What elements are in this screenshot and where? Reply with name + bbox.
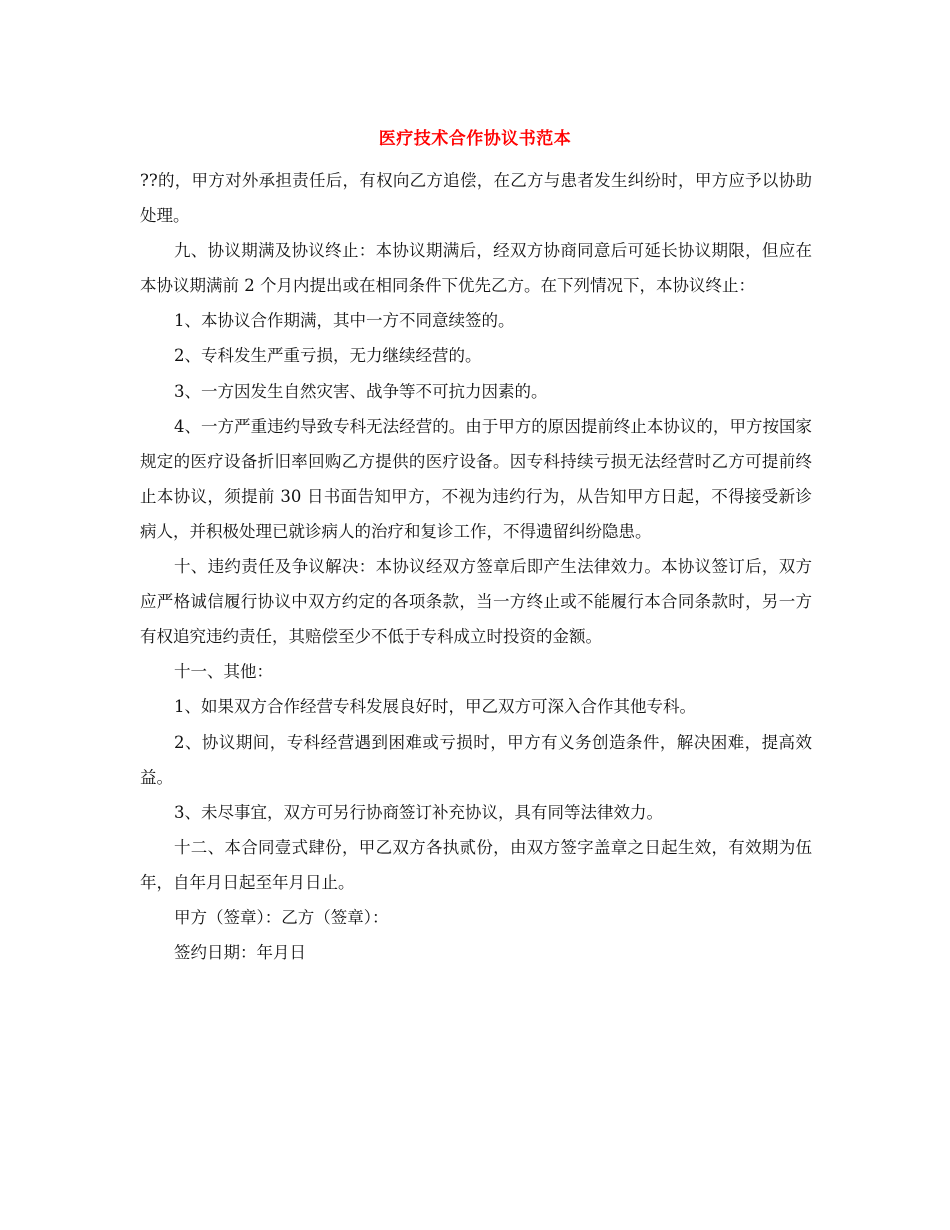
signature-line: 甲方（签章）：乙方（签章）： [174,907,389,927]
paragraph: 1、如果双方合作经营专科发展良好时，甲乙双方可深入合作其他专科。 [174,697,696,717]
paragraph: 4、一方严重违约导致专科无法经营的。由于甲方的原因提前终止本协议的，甲方按国家规定的医疗设备折旧率回购乙方提供的医疗设备。因专科持续亏损无法经营时乙方可提前终止本协议，须提前 30 日书面告知甲方，不视为违约行为，从告知甲方日起，不得接受新诊病人，并积极处理已就诊病人的治疗和复诊工作，不得遗留纠纷隐患。 [140,416,812,541]
paragraph: ??的，甲方对外承担责任后，有权向乙方追偿，在乙方与患者发生纠纷时，甲方应予以协助处理。 [140,171,812,226]
signing-date-line: 签约日期：年月日 [174,943,306,963]
paragraph: 3、一方因发生自然灾害、战争等不可抗力因素的。 [174,381,548,401]
paragraph: 十一、其他： [174,662,273,682]
paragraph: 1、本协议合作期满，其中一方不同意续签的。 [174,311,515,331]
paragraph: 2、协议期间，专科经营遇到困难或亏损时，甲方有义务创造条件，解决困难，提高效益。 [140,732,812,787]
paragraph: 九、协议期满及协议终止：本协议期满后，经双方协商同意后可延长协议期限，但应在本协议期满前 2 个月内提出或在相同条件下优先乙方。在下列情况下，本协议终止： [140,241,812,296]
document-body [140,163,812,970]
paragraph: 十二、本合同壹式肆份，甲乙双方各执贰份，由双方签字盖章之日起生效，有效期为伍年，自年月日起至年月日止。 [140,837,812,892]
paragraph: 2、专科发生严重亏损，无力继续经营的。 [174,346,482,366]
document-title: 医疗技术合作协议书范本 [378,129,572,149]
paragraph: 3、未尽事宜，双方可另行协商签订补充协议，具有同等法律效力。 [174,802,663,822]
paragraph: 十、违约责任及争议解决：本协议经双方签章后即产生法律效力。本协议签订后，双方应严格诚信履行协议中双方约定的各项条款，当一方终止或不能履行本合同条款时，另一方有权追究违约责任，其赔偿至少不低于专科成立时投资的金额。 [140,557,812,647]
